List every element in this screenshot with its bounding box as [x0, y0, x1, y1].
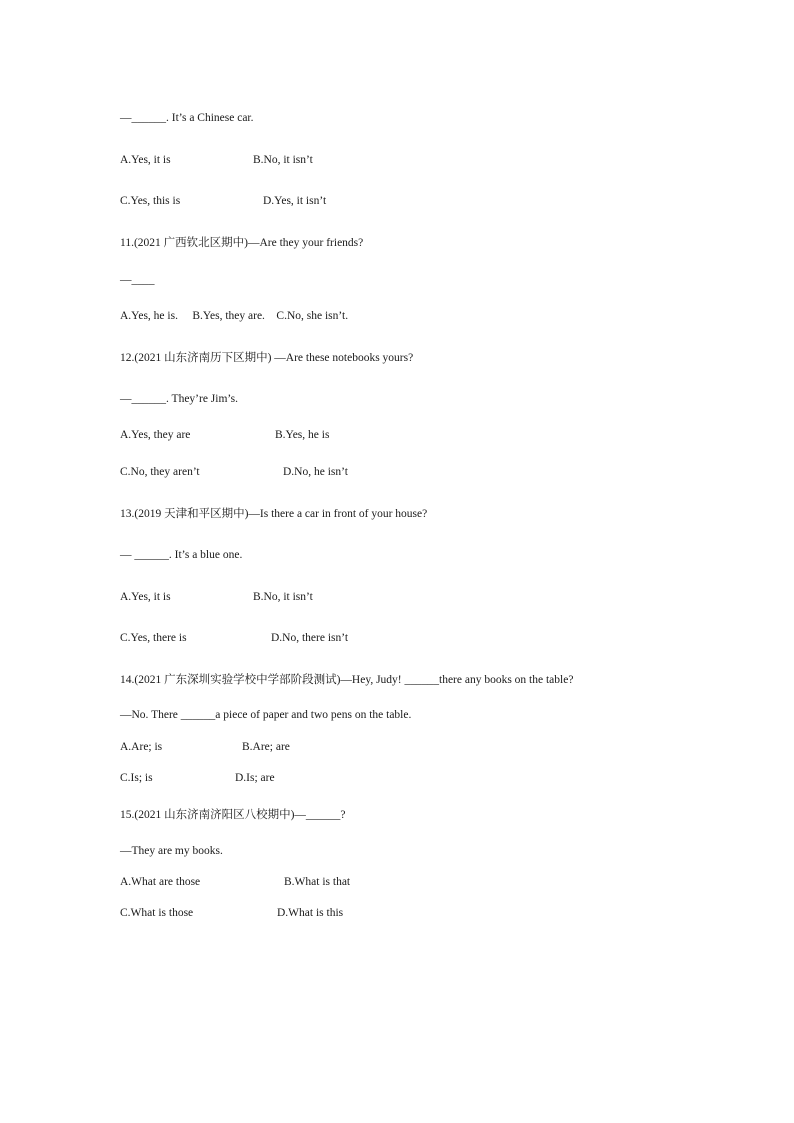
q14-question: 14.(2021 广东深圳实验学校中学部阶段测试)—Hey, Judy! ______there any books on the table? [120, 674, 574, 686]
q14-option-c: C.Is; is [120, 772, 153, 784]
q15-answer-line: —They are my books. [120, 845, 223, 857]
q14-answer-line: —No. There ______a piece of paper and two pens on the table. [120, 709, 412, 721]
q12-question: 12.(2021 山东济南历下区期中) —Are these notebooks yours? [120, 352, 414, 364]
q15-option-b: B.What is that [284, 876, 351, 888]
q13-question: 13.(2019 天津和平区期中)—Is there a car in front of your house? [120, 508, 428, 520]
q10-answer-line: —______. It’s a Chinese car. [120, 112, 254, 124]
q13-answer-line: — ______. It’s a blue one. [120, 549, 243, 561]
q15-question: 15.(2021 山东济南济阳区八校期中)—______? [120, 809, 346, 821]
q10-option-b: B.No, it isn’t [253, 154, 313, 166]
q12-option-d: D.No, he isn’t [283, 466, 348, 478]
q13-option-b: B.No, it isn’t [253, 591, 313, 603]
q15-option-a: A.What are those [120, 876, 201, 888]
q14-option-b: B.Are; are [242, 741, 290, 753]
q12-option-a: A.Yes, they are [120, 429, 191, 441]
q10-option-a: A.Yes, it is [120, 154, 171, 166]
q12-option-b: B.Yes, he is [275, 429, 330, 441]
q10-option-c: C.Yes, this is [120, 195, 181, 207]
q11-question: 11.(2021 广西钦北区期中)—Are they your friends? [120, 237, 364, 249]
q13-option-a: A.Yes, it is [120, 591, 171, 603]
q10-option-d: D.Yes, it isn’t [263, 195, 327, 207]
q14-option-a: A.Are; is [120, 741, 163, 753]
q12-answer-line: —______. They’re Jim’s. [120, 393, 238, 405]
q13-option-d: D.No, there isn’t [271, 632, 349, 644]
q14-option-d: D.Is; are [235, 772, 275, 784]
q13-option-c: C.Yes, there is [120, 632, 187, 644]
q12-option-c: C.No, they aren’t [120, 466, 200, 478]
q11-options: A.Yes, he is. B.Yes, they are. C.No, she isn’t. [120, 310, 349, 322]
q15-option-d: D.What is this [277, 907, 344, 919]
q15-option-c: C.What is those [120, 907, 194, 919]
q11-answer-line: —____ [120, 274, 155, 286]
